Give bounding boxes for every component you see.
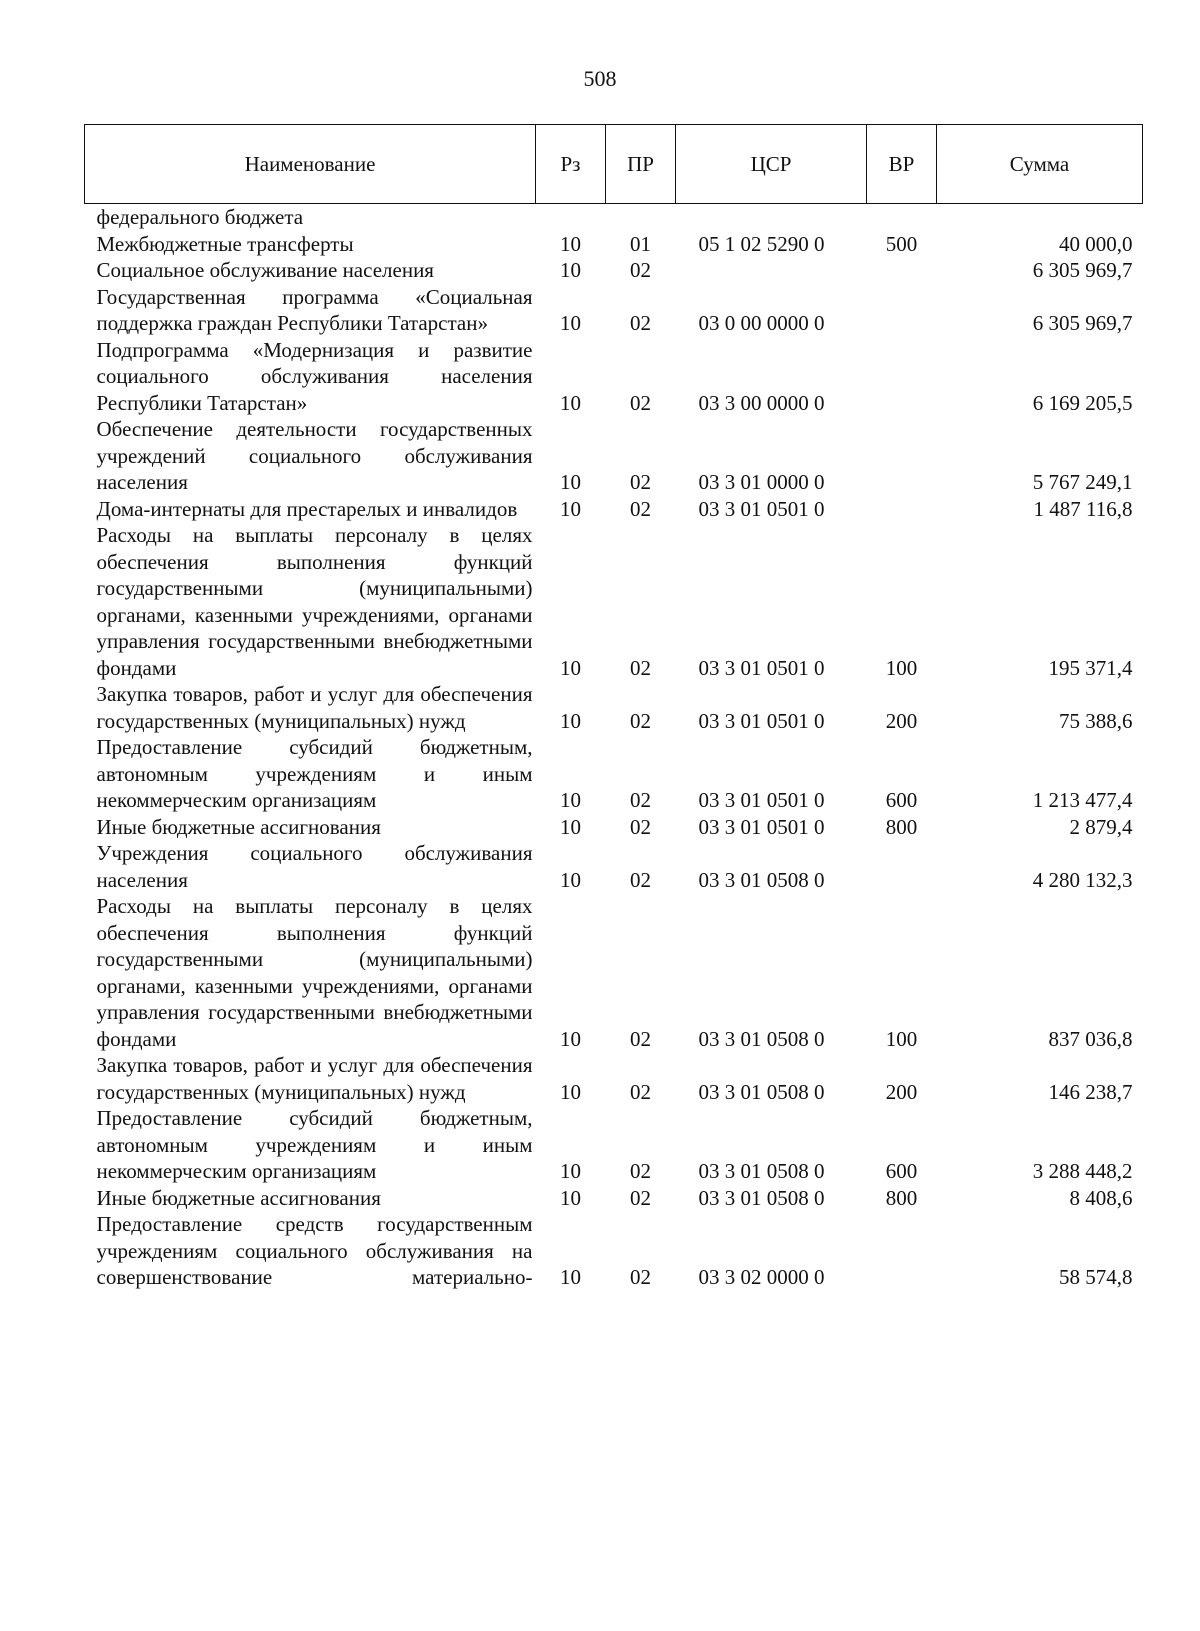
row-csr: 03 3 01 0501 0 (698, 814, 825, 839)
row-vr: 500 (885, 231, 918, 256)
row-name: Иные бюджетные ассигнования (96, 814, 381, 839)
row-vr: 600 (885, 788, 918, 812)
row-vr (867, 496, 937, 523)
row-pr: 02 (630, 1265, 651, 1289)
row-csr (676, 257, 867, 284)
row-sum: 5 767 249,1 (1032, 470, 1133, 494)
header-rz: Рз (536, 125, 606, 204)
row-pr: 02 (630, 1185, 651, 1210)
row-name: Социальное обслуживание населения (96, 258, 434, 282)
row-name: Иные бюджетные ассигнования (96, 1185, 381, 1210)
row-name: Расходы на выплаты персоналу в целях обеспечения выполнения функций государственными (муниципальными) органами, казенными учреждениями, органами управления государственными внебюджетными фондами (96, 523, 533, 680)
row-csr: 03 3 01 0501 0 (698, 655, 825, 680)
table-row (85, 231, 1143, 258)
header-name: Наименование (85, 125, 536, 204)
row-sum: 8 408,6 (1069, 1185, 1133, 1210)
row-vr (867, 204, 937, 231)
table-row (85, 337, 1143, 417)
row-name: Обеспечение деятельности государственных учреждений социального обслуживания населения (96, 417, 533, 494)
row-pr: 02 (630, 470, 651, 494)
row-rz: 10 (560, 788, 581, 812)
row-pr: 02 (630, 708, 651, 733)
row-rz: 10 (560, 1159, 581, 1183)
row-csr: 03 3 02 0000 0 (698, 1265, 825, 1289)
row-sum: 6 305 969,7 (1032, 311, 1133, 335)
row-rz: 10 (560, 390, 581, 415)
row-sum: 4 280 132,3 (1032, 867, 1133, 892)
row-pr: 02 (630, 1026, 651, 1051)
row-csr: 03 0 00 0000 0 (698, 311, 825, 335)
row-pr: 02 (630, 311, 651, 335)
row-csr: 03 3 01 0501 0 (698, 708, 825, 733)
table-body (85, 204, 1143, 1291)
row-pr: 02 (630, 867, 651, 892)
row-csr: 03 3 01 0501 0 (698, 788, 825, 812)
row-name: Дома-интернаты для престарелых и инвалидов (96, 496, 518, 521)
row-sum: 3 288 448,2 (1032, 1159, 1133, 1183)
row-sum: 58 574,8 (1059, 1265, 1133, 1289)
row-pr: 01 (630, 231, 651, 256)
row-csr: 05 1 02 5290 0 (698, 231, 825, 256)
table-row (85, 893, 1143, 1052)
row-rz: 10 (560, 655, 581, 680)
row-name: Предоставление субсидий бюджетным, автономным учреждениям и иным некоммерческим организациям (96, 735, 533, 812)
row-rz: 10 (560, 1185, 581, 1210)
row-pr: 02 (630, 1159, 651, 1183)
row-vr: 100 (885, 1026, 918, 1051)
row-rz: 10 (560, 311, 581, 335)
row-vr: 200 (885, 1079, 918, 1104)
row-sum: 40 000,0 (1059, 231, 1133, 256)
header-pr: ПР (606, 125, 676, 204)
table-row (85, 840, 1143, 893)
row-vr (867, 284, 937, 337)
row-name: Предоставление субсидий бюджетным, автономным учреждениям и иным некоммерческим организациям (96, 1106, 533, 1183)
table-row (85, 496, 1143, 523)
table-row (85, 284, 1143, 337)
table-row (85, 416, 1143, 496)
row-pr: 02 (630, 1079, 651, 1104)
row-rz: 10 (560, 867, 581, 892)
page-number: 508 (583, 66, 617, 91)
header-csr: ЦСР (676, 125, 867, 204)
row-pr: 02 (630, 496, 651, 521)
budget-table (84, 124, 1143, 1291)
header-vr: ВР (867, 125, 937, 204)
row-csr: 03 3 01 0508 0 (698, 1159, 825, 1183)
row-sum: 2 879,4 (1069, 814, 1133, 839)
row-sum: 146 238,7 (1048, 1079, 1133, 1104)
row-pr: 02 (630, 655, 651, 680)
row-pr: 02 (630, 788, 651, 812)
row-vr: 100 (885, 655, 918, 680)
row-vr (867, 257, 937, 284)
row-rz: 10 (560, 470, 581, 494)
row-sum: 837 036,8 (1048, 1026, 1133, 1051)
row-pr (606, 204, 676, 231)
row-sum: 6 169 205,5 (1032, 390, 1133, 415)
row-name: Закупка товаров, работ и услуг для обеспечения государственных (муниципальных) нужд (96, 682, 533, 733)
row-name: Государственная программа «Социальная поддержка граждан Республики Татарстан» (96, 284, 533, 335)
row-vr: 200 (885, 708, 918, 733)
row-vr (867, 416, 937, 496)
row-pr: 02 (630, 258, 651, 282)
table-row (85, 522, 1143, 681)
row-csr: 03 3 01 0501 0 (698, 496, 825, 521)
table-header (85, 125, 1143, 204)
row-sum: 75 388,6 (1059, 708, 1133, 733)
header-sum: Сумма (937, 125, 1143, 204)
table-row (85, 1105, 1143, 1185)
row-sum: 6 305 969,7 (1032, 258, 1133, 282)
row-name: федерального бюджета (96, 205, 304, 229)
row-pr: 02 (630, 390, 651, 415)
row-vr: 800 (885, 1185, 918, 1210)
row-rz: 10 (560, 1026, 581, 1051)
row-sum: 1 213 477,4 (1032, 788, 1133, 812)
row-pr: 02 (630, 814, 651, 839)
row-rz: 10 (560, 1265, 581, 1289)
row-sum: 1 487 116,8 (1033, 496, 1133, 521)
row-csr: 03 3 01 0508 0 (698, 1079, 825, 1104)
row-rz: 10 (560, 231, 581, 256)
row-vr (867, 337, 937, 417)
row-csr: 03 3 00 0000 0 (698, 390, 825, 415)
row-name: Закупка товаров, работ и услуг для обеспечения государственных (муниципальных) нужд (96, 1053, 533, 1104)
table-row (85, 1211, 1143, 1291)
table-row (85, 257, 1143, 284)
table-row (85, 814, 1143, 841)
row-rz: 10 (560, 258, 581, 282)
row-rz: 10 (560, 496, 581, 521)
row-rz (536, 204, 606, 231)
row-vr: 800 (885, 814, 918, 839)
row-name: Предоставление средств государственным учреждениям социального обслуживания на совершенствование материально- (96, 1212, 533, 1289)
table-row (85, 681, 1143, 734)
table-row (85, 734, 1143, 814)
row-name: Подпрограмма «Модернизация и развитие социального обслуживания населения Республики Татарстан» (96, 337, 533, 415)
row-vr (867, 1211, 937, 1291)
row-rz: 10 (560, 814, 581, 839)
row-vr: 600 (885, 1159, 918, 1183)
row-csr (676, 204, 867, 231)
table-row (85, 204, 1143, 231)
row-vr (867, 840, 937, 893)
row-csr: 03 3 01 0000 0 (698, 470, 825, 494)
row-sum: 195 371,4 (1048, 655, 1133, 680)
row-csr: 03 3 01 0508 0 (698, 1026, 825, 1051)
table-row (85, 1185, 1143, 1212)
row-name: Учреждения социального обслуживания населения (96, 841, 533, 892)
row-name: Расходы на выплаты персоналу в целях обеспечения выполнения функций государственными (муниципальными) органами, казенными учреждениями, органами управления государственными внебюджетными фондами (96, 894, 533, 1051)
row-name: Межбюджетные трансферты (96, 231, 354, 256)
row-rz: 10 (560, 708, 581, 733)
row-sum (937, 204, 1143, 231)
row-rz: 10 (560, 1079, 581, 1104)
row-csr: 03 3 01 0508 0 (698, 1185, 825, 1210)
table-row (85, 1052, 1143, 1105)
row-csr: 03 3 01 0508 0 (698, 867, 825, 892)
